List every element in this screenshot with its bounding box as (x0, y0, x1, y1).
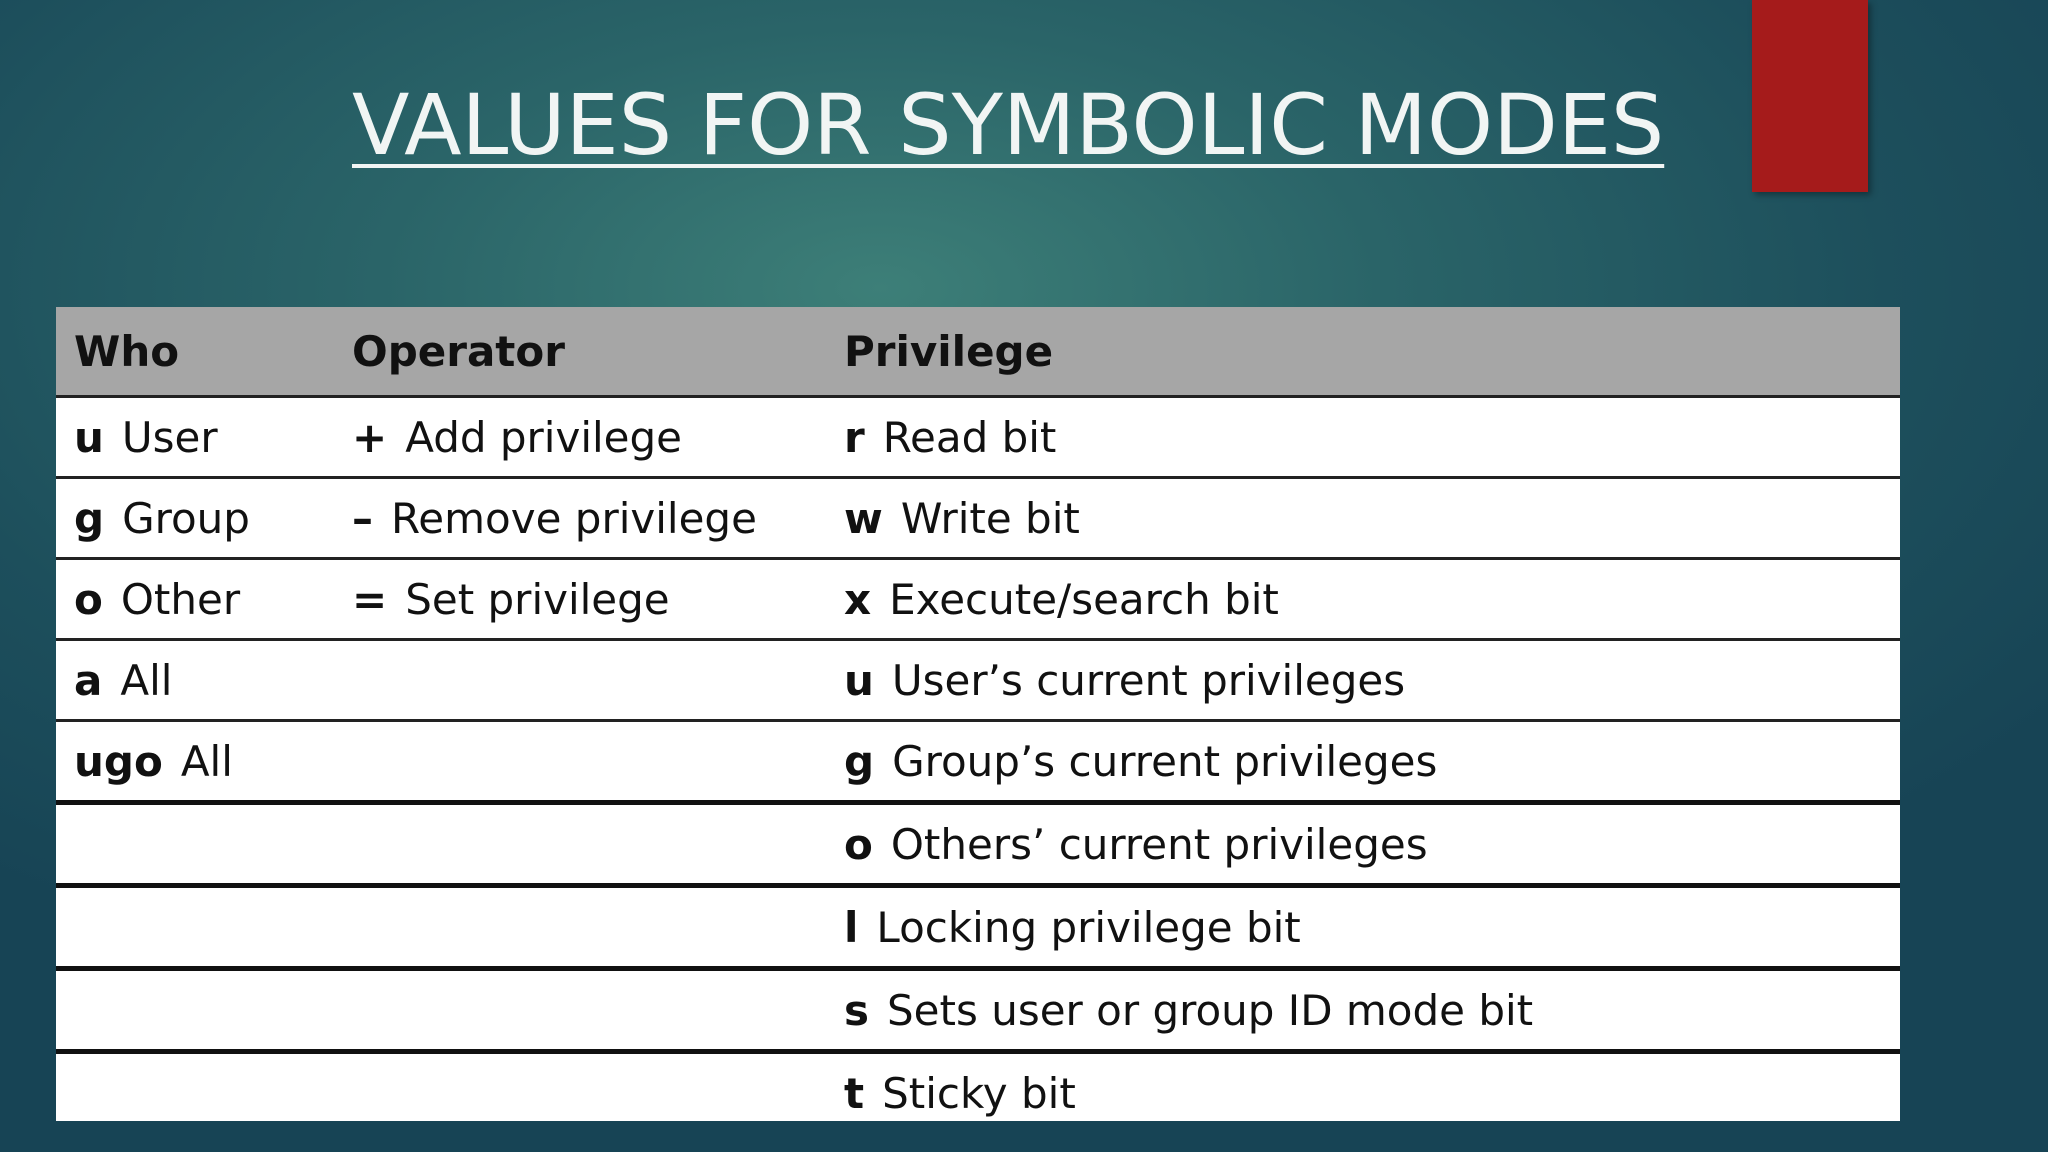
who-cell (56, 640, 334, 721)
operator-cell (334, 1052, 826, 1133)
privilege-cell (826, 640, 1900, 721)
privilege-symbol: x (844, 574, 872, 624)
table-row (56, 1052, 1900, 1133)
privilege-label: Write bit (900, 493, 1080, 543)
header-operator: Operator (334, 307, 826, 397)
operator-symbol: – (352, 493, 373, 543)
who-label: All (180, 736, 233, 786)
operator-cell (334, 559, 826, 640)
table-row (56, 721, 1900, 803)
privilege-symbol: r (844, 412, 865, 462)
privilege-cell (826, 397, 1900, 478)
header-privilege: Privilege (826, 307, 1900, 397)
red-accent-bar (1752, 0, 1868, 192)
table-row (56, 803, 1900, 886)
privilege-label: Group’s current privileges (892, 736, 1438, 786)
privilege-cell (826, 886, 1900, 969)
privilege-label: Sticky bit (882, 1068, 1076, 1118)
symbolic-modes-table (56, 307, 1900, 1121)
who-symbol: ugo (74, 736, 163, 786)
slide-title: VALUES FOR SYMBOLIC MODES (352, 76, 1665, 174)
who-label: Group (122, 493, 250, 543)
privilege-cell (826, 803, 1900, 886)
who-label: User (121, 412, 218, 462)
who-cell (56, 803, 334, 886)
operator-label: Remove privilege (391, 493, 757, 543)
privilege-cell (826, 969, 1900, 1052)
operator-cell (334, 478, 826, 559)
privilege-cell (826, 478, 1900, 559)
who-label: Other (120, 574, 241, 624)
privilege-label: User’s current privileges (891, 655, 1406, 705)
table-row (56, 969, 1900, 1052)
table-row (56, 478, 1900, 559)
table-header-row (56, 307, 1900, 397)
header-who: Who (56, 307, 334, 397)
privilege-symbol: t (844, 1068, 865, 1118)
privilege-label: Others’ current privileges (890, 819, 1428, 869)
table-row (56, 640, 1900, 721)
privilege-label: Locking privilege bit (876, 902, 1301, 952)
operator-cell (334, 969, 826, 1052)
operator-symbol: = (352, 574, 388, 624)
table-row (56, 559, 1900, 640)
who-symbol: a (74, 655, 103, 705)
privilege-symbol: l (844, 902, 859, 952)
operator-cell (334, 397, 826, 478)
who-cell (56, 397, 334, 478)
privilege-symbol: o (844, 819, 873, 869)
who-cell (56, 721, 334, 803)
privilege-cell (826, 721, 1900, 803)
who-symbol: o (74, 574, 103, 624)
operator-label: Add privilege (405, 412, 682, 462)
who-label: All (120, 655, 173, 705)
privilege-cell (826, 559, 1900, 640)
who-cell (56, 478, 334, 559)
privilege-symbol: w (844, 493, 883, 543)
table-row (56, 886, 1900, 969)
who-cell (56, 1052, 334, 1133)
privilege-label: Sets user or group ID mode bit (887, 985, 1534, 1035)
operator-cell (334, 886, 826, 969)
operator-cell (334, 721, 826, 803)
who-cell (56, 559, 334, 640)
operator-cell (334, 803, 826, 886)
privilege-symbol: g (844, 736, 875, 786)
privilege-symbol: u (844, 655, 874, 705)
operator-symbol: + (352, 412, 388, 462)
privilege-symbol: s (844, 985, 869, 1035)
operator-label: Set privilege (405, 574, 670, 624)
operator-cell (334, 640, 826, 721)
who-symbol: g (74, 493, 105, 543)
who-cell (56, 969, 334, 1052)
who-cell (56, 886, 334, 969)
privilege-label: Read bit (882, 412, 1057, 462)
table-row (56, 397, 1900, 478)
who-symbol: u (74, 412, 104, 462)
privilege-cell (826, 1052, 1900, 1133)
privilege-label: Execute/search bit (889, 574, 1279, 624)
